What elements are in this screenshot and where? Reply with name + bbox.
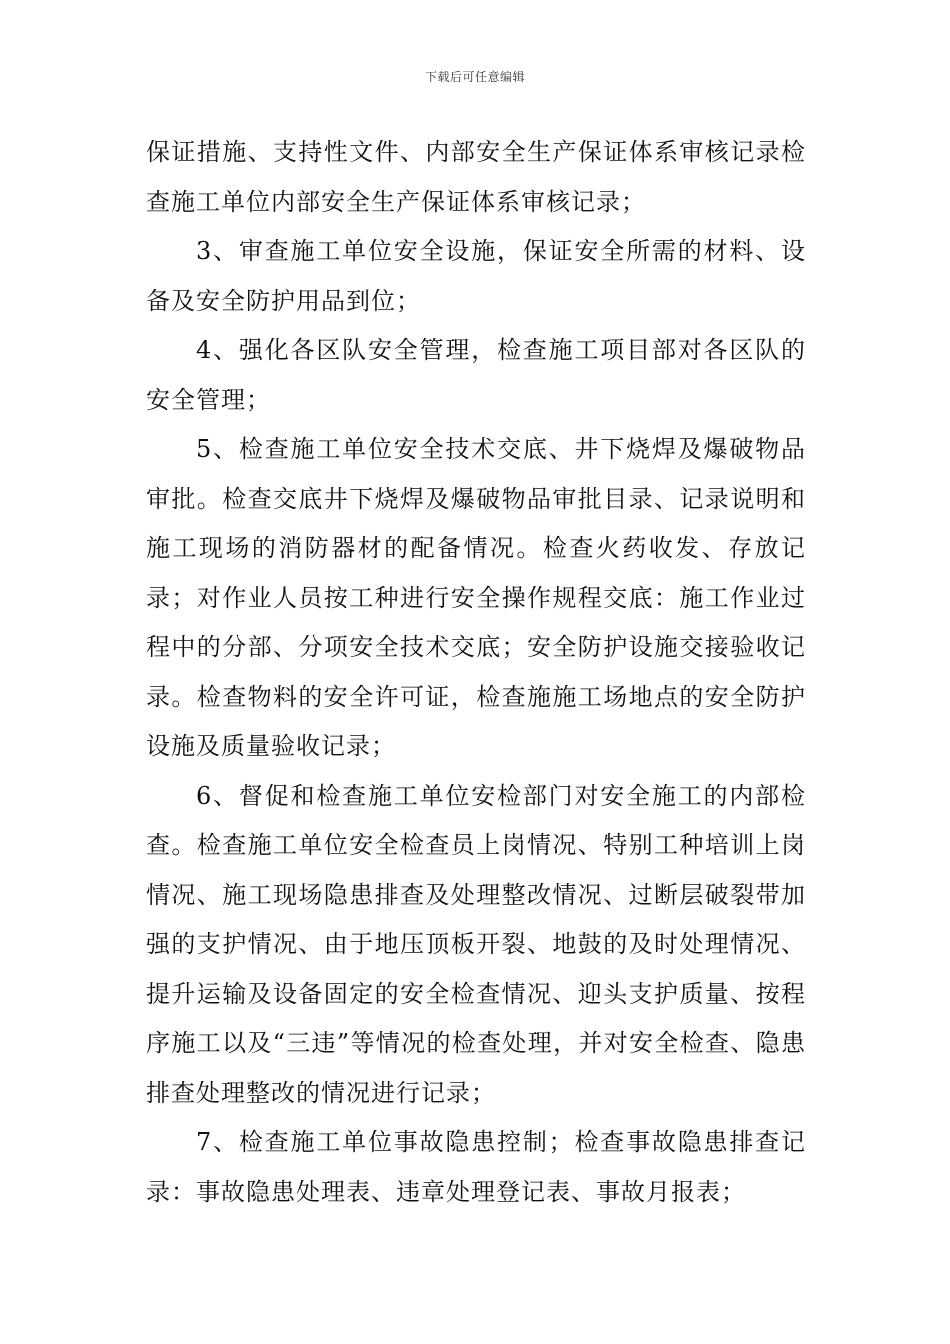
paragraph-item-3: 3、审查施工单位安全设施，保证安全所需的材料、设备及安全防护用品到位；	[146, 237, 806, 315]
paragraph-item-5: 5、检查施工单位安全技术交底、井下烧焊及爆破物品审批。检查交底井下烧焊及爆破物品审批目录、记录说明和施工现场的消防器材的配备情况。检查火药收发、存放记录；对作业人员按工种进行安全操作规程交底：施工作业过程中的分部、分项安全技术交底；安全防护设施交接验收记录。检查物料的安全许可证，检查施施工场地点的安全防护设施及质量验收记录；	[146, 435, 806, 760]
paragraph-item-4: 4、强化各区队安全管理，检查施工项目部对各区队的安全管理；	[146, 336, 806, 414]
page-header: 下载后可任意编辑	[424, 70, 525, 84]
paragraph-item-6: 6、督促和检查施工单位安检部门对安全施工的内部检查。检查施工单位安全检查员上岗情况、特别工种培训上岗情况、施工现场隐患排查及处理整改情况、过断层破裂带加强的支护情况、由于地压顶板开裂、地鼓的及时处理情况、提升运输及设备固定的安全检查情况、迎头支护质量、按程序施工以及“三违”等情况的检查处理，并对安全检查、隐患排查处理整改的情况进行记录；	[146, 781, 806, 1107]
paragraph-continuation: 保证措施、支持性文件、内部安全生产保证体系审核记录检查施工单位内部安全生产保证体系审核记录；	[146, 138, 806, 216]
document-body	[146, 128, 806, 1217]
paragraph-item-7: 7、检查施工单位事故隐患控制；检查事故隐患排查记录：事故隐患处理表、违章处理登记表、事故月报表；	[146, 1128, 806, 1206]
